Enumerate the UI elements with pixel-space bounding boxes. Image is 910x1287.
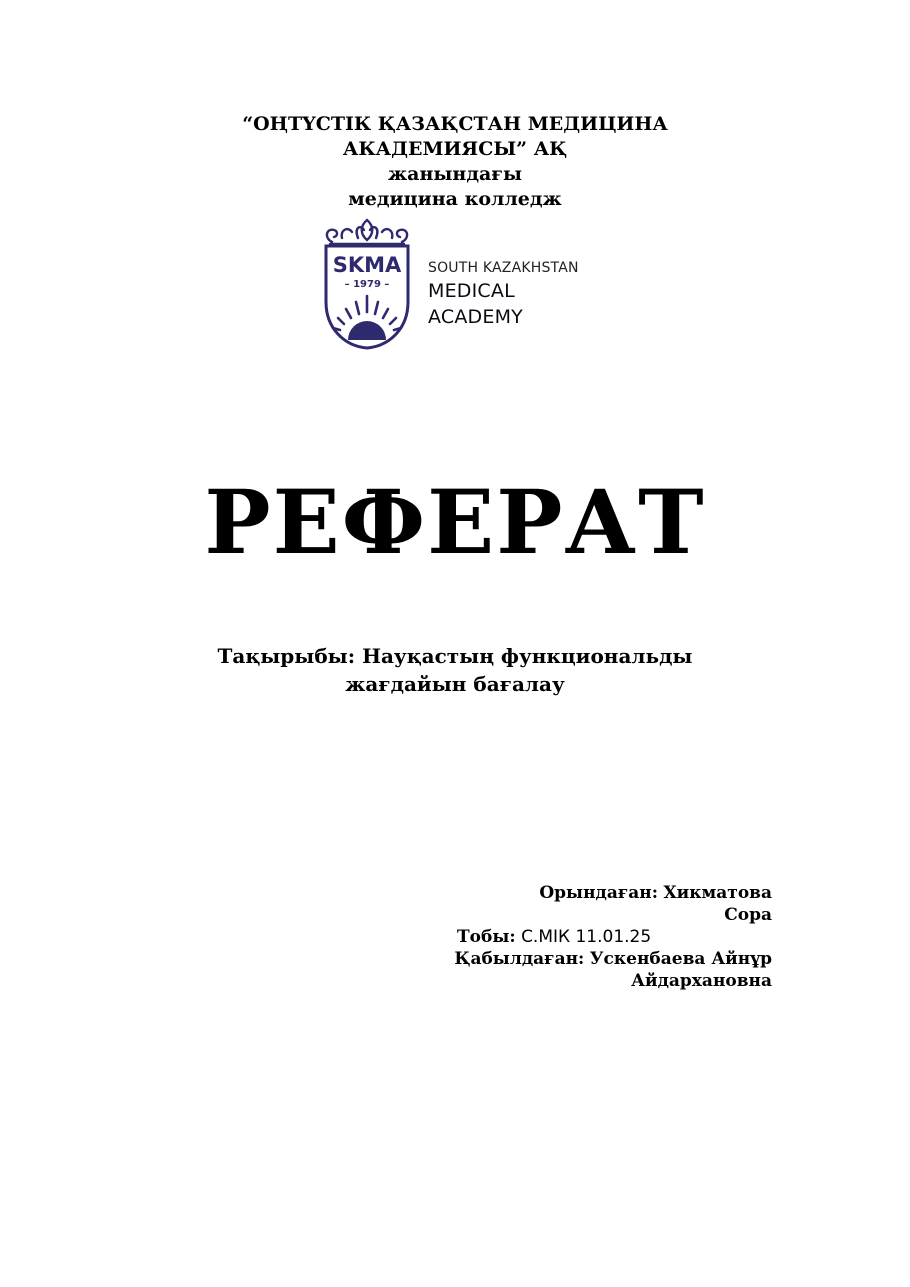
logo-line-2: MEDICAL: [428, 280, 515, 302]
header-line-4: медицина колледж: [348, 188, 562, 210]
accepted-name-2: Айдархановна: [631, 971, 772, 991]
performed-row: [372, 882, 772, 904]
document-title: РЕФЕРАТ: [204, 470, 706, 574]
performed-label: Орындаған:: [539, 883, 659, 903]
header-line-1: “ОҢТҮСТІК ҚАЗАҚСТАН МЕДИЦИНА: [242, 113, 668, 135]
topic-line-1: Тақырыбы: Науқастың функциональды: [217, 644, 693, 668]
header-line-2: АКАДЕМИЯСЫ” АҚ: [342, 138, 568, 160]
skma-logo: [320, 216, 610, 352]
emblem-year: – 1979 –: [344, 279, 390, 290]
skma-emblem-icon: [320, 216, 414, 352]
performed-name-1: Хикматова: [663, 883, 772, 903]
header-line-3: жанындағы: [387, 163, 523, 185]
logo-wordmark: [428, 258, 579, 330]
logo-line-3: ACADEMY: [428, 306, 523, 328]
group-label: Тобы:: [457, 927, 516, 947]
accepted-name-1: Ускенбаева Айнұр: [589, 949, 772, 969]
accepted-label: Қабылдаған:: [454, 949, 585, 969]
performed-row-2: [372, 904, 772, 926]
logo-line-1: SOUTH KAZAKHSTAN: [428, 260, 579, 276]
author-info: [372, 882, 772, 992]
topic-block: [0, 642, 910, 698]
group-value: С.МІК 11.01.25: [521, 927, 652, 947]
performed-name-2: Сора: [724, 905, 772, 925]
group-row: [372, 926, 772, 948]
institution-header: [0, 112, 910, 212]
accepted-row-2: [372, 970, 772, 992]
accepted-row: [372, 948, 772, 970]
emblem-text: SKMA: [332, 253, 402, 277]
topic-line-2: жағдайын бағалау: [345, 672, 565, 696]
